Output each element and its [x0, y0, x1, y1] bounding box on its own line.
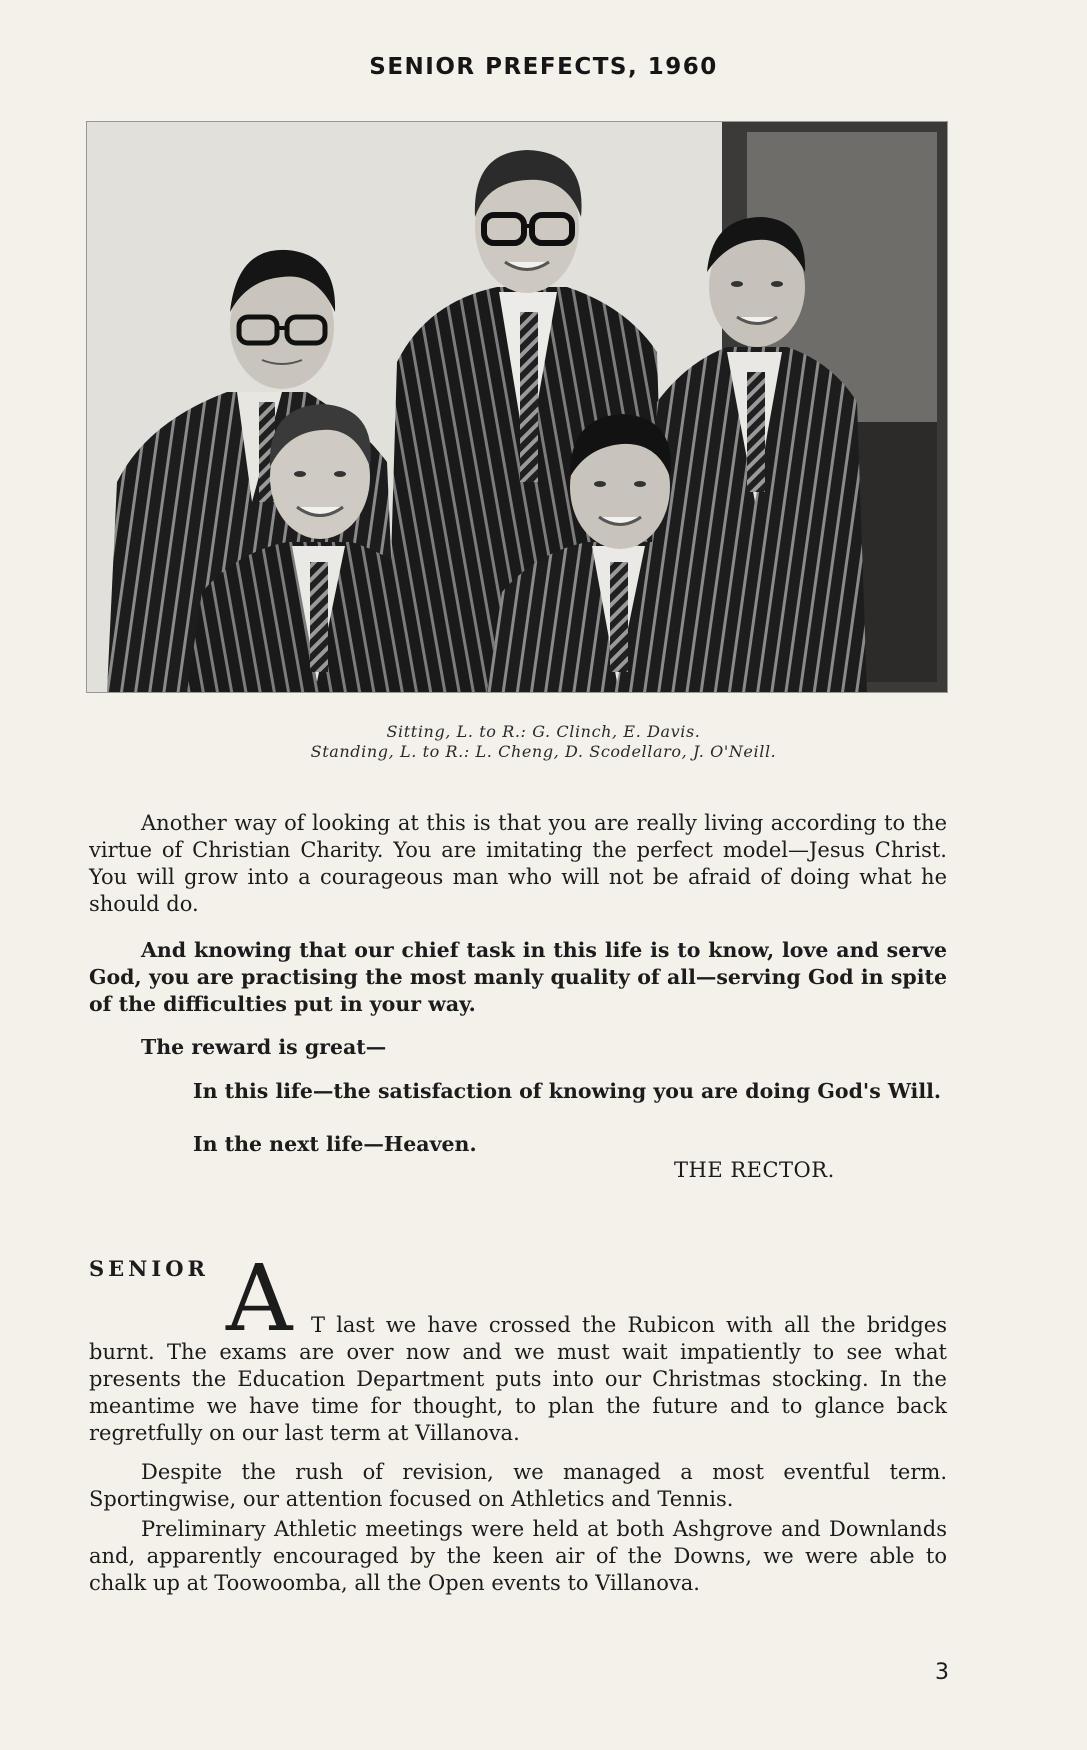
paragraph-next-life: In the next life—Heaven. — [193, 1132, 477, 1156]
group-photo — [86, 121, 948, 693]
page-number: 3 — [935, 1660, 949, 1685]
group-photo-illustration — [87, 122, 947, 692]
signature: THE RECTOR. — [674, 1158, 835, 1182]
paragraph-rubicon: T last we have crossed the Rubicon with all the bridges burnt. The exams are over now and we must wait impatiently to see what presents the Education Department puts into our Christmas stocking. In the meantime we have time for thought, to plan the future and to glance back regretfully on our last term at Villanova. — [89, 1313, 947, 1445]
caption-standing: Standing, L. to R.: L. Cheng, D. Scodellaro, J. O'Neill. — [310, 742, 777, 761]
paragraph-reward: The reward is great— — [141, 1035, 387, 1059]
paragraph-this-life: In this life—the satisfaction of knowing you are doing God's Will. — [193, 1079, 942, 1103]
drop-cap: A — [226, 1245, 293, 1352]
page-title: SENIOR PREFECTS, 1960 — [369, 54, 718, 80]
photo-caption — [0, 722, 1087, 762]
paragraph-athletics: Preliminary Athletic meetings were held at both Ashgrove and Downlands and, apparently encouraged by the keen air of the Downs, we were able to chalk up at Toowoomba, all the Open events to Villanova. — [89, 1517, 947, 1595]
caption-sitting: Sitting, L. to R.: G. Clinch, E. Davis. — [386, 722, 701, 741]
paragraph-charity: Another way of looking at this is that you are really living according to the virtue of Christian Charity. You are imitating the perfect model—Jesus Christ. You will grow into a courageous man who will not be afraid of doing what he should do. — [89, 811, 947, 916]
paragraph-eventful-term: Despite the rush of revision, we managed a most eventful term. Sportingwise, our attention focused on Athletics and Tennis. — [89, 1460, 947, 1511]
paragraph-serving-god: And knowing that our chief task in this life is to know, love and serve God, you are practising the most manly quality of all—serving God in spite of the difficulties put in your way. — [89, 938, 947, 1016]
section-heading: SENIOR — [89, 1256, 209, 1281]
